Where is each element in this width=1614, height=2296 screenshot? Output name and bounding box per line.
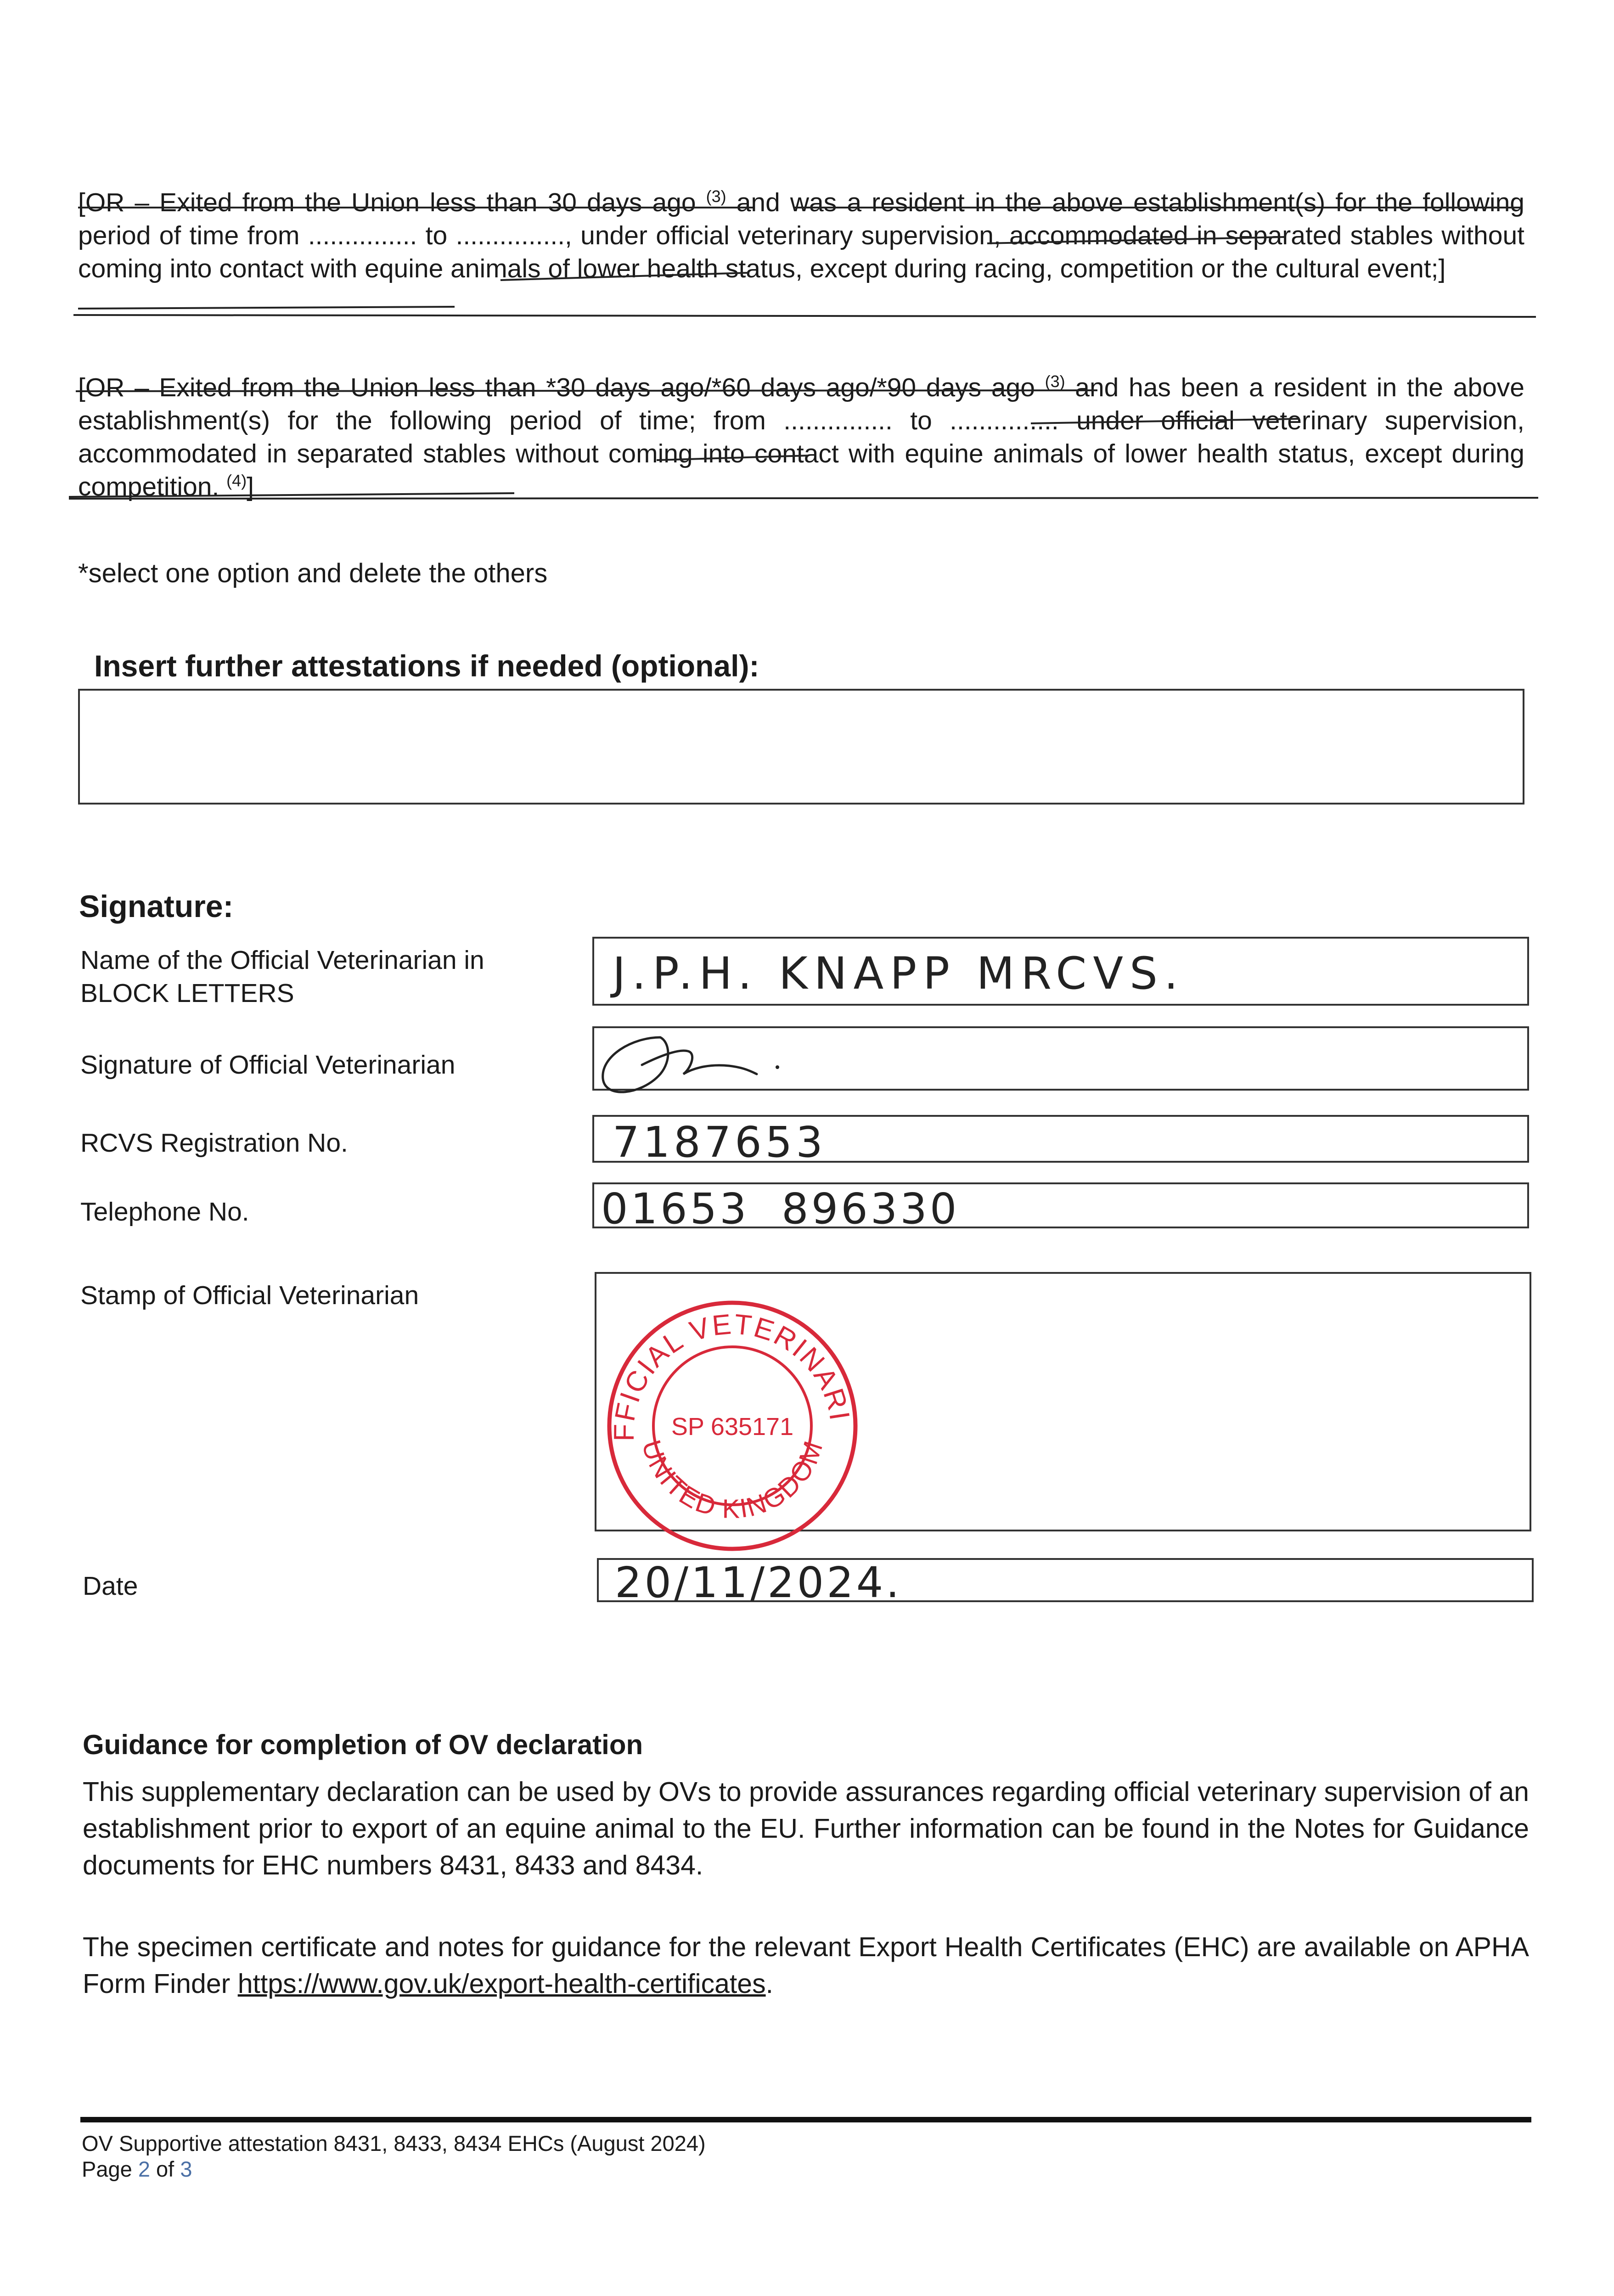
option-1-lead: [OR – Exited from the Union less than 30 days ago xyxy=(78,188,696,217)
footnote-ref-4: (4) xyxy=(226,471,247,490)
rcvs-value: 7187653 xyxy=(613,1118,827,1167)
guidance-heading: Guidance for completion of OV declaration xyxy=(83,1729,643,1760)
date-value: 20/11/2024. xyxy=(615,1558,902,1607)
page-prefix: Page xyxy=(82,2157,132,2181)
form-finder-link[interactable]: https://www.gov.uk/export-health-certificates xyxy=(237,1969,766,1999)
telephone-field[interactable] xyxy=(592,1182,1529,1233)
select-option-note: *select one option and delete the others xyxy=(78,558,548,588)
rcvs-label: RCVS Registration No. xyxy=(80,1128,348,1158)
name-value: J.P.H. KNAPP MRCVS. xyxy=(613,948,1185,999)
page-of: of xyxy=(156,2157,174,2181)
signature-heading: Signature: xyxy=(79,889,234,924)
date-field[interactable] xyxy=(597,1558,1534,1607)
date-label: Date xyxy=(83,1571,138,1601)
further-attestations-box[interactable] xyxy=(78,689,1524,805)
signature-label: Signature of Official Veterinarian xyxy=(80,1050,456,1080)
option-1-text: and was a resident in the above establishment(s) for the following period of time from ............... to ..............., under official veterinary supervision, accommodated in separated stables without coming into contact with equine animals of lower health status, except during racing, competition or the cultural event;] xyxy=(78,188,1524,283)
rcvs-field[interactable] xyxy=(592,1115,1529,1167)
footer-rule xyxy=(80,2117,1531,2122)
stamp-label: Stamp of Official Veterinarian xyxy=(80,1281,419,1310)
guidance-paragraph-2 xyxy=(83,1929,1529,2002)
guidance-paragraph-1 xyxy=(83,1773,1529,1884)
option-2-lead: [OR – Exited from the Union less than *30 days ago/*60 days ago/*90 days ago xyxy=(78,373,1035,402)
further-attestations-title: Insert further attestations if needed (optional): xyxy=(94,649,759,683)
strike-marks-paragraph-2 xyxy=(0,321,1614,514)
strike-marks-paragraph-1 xyxy=(0,0,1614,331)
signature-field[interactable] xyxy=(592,1026,1529,1091)
name-label: Name of the Official Veterinarian in BLOCK LETTERS xyxy=(80,945,484,1008)
footer-doc-title: OV Supportive attestation 8431, 8433, 8434 EHCs (August 2024) xyxy=(82,2131,706,2155)
handwritten-signature xyxy=(591,1024,784,1102)
telephone-label: Telephone No. xyxy=(80,1197,249,1227)
footer-page-number xyxy=(82,2156,192,2182)
page-current: 2 xyxy=(138,2157,150,2181)
footnote-ref-3b: (3) xyxy=(1045,372,1065,391)
stamp-ring-top-text: FFICIAL VETERINARI xyxy=(608,1308,856,1442)
option-2-tail: ] xyxy=(247,472,254,501)
page-total: 3 xyxy=(180,2157,192,2181)
official-stamp xyxy=(602,1295,863,1557)
guidance-text-1: This supplementary declaration can be used by OVs to provide assurances regarding official veterinary supervision of an establishment prior to export of an equine animal to the EU. Further information can be found in the Notes for Guidance documents for EHC numbers 8431, 8433 and 8434. xyxy=(83,1777,1529,1880)
option-2-text: and has been a resident in the above establishment(s) for the following period of time; from ............... to ............... under official veterinary supervision, accommodated in separated stables without coming into contact with equine animals of lower health status, except during competition. xyxy=(78,373,1524,501)
footnote-ref-3: (3) xyxy=(706,187,726,206)
name-field[interactable] xyxy=(592,937,1529,1006)
telephone-value: 01653 896330 xyxy=(601,1184,960,1233)
guidance-text-2-end: . xyxy=(765,1969,773,1999)
stamp-ring-bottom-text: UNITED KINGDOM xyxy=(636,1436,829,1524)
stamp-number: SP 635171 xyxy=(671,1413,794,1441)
guidance-text-2: The specimen certificate and notes for guidance for the relevant Export Health Certificates (EHC) are available on APHA Form Finder xyxy=(83,1932,1529,1999)
